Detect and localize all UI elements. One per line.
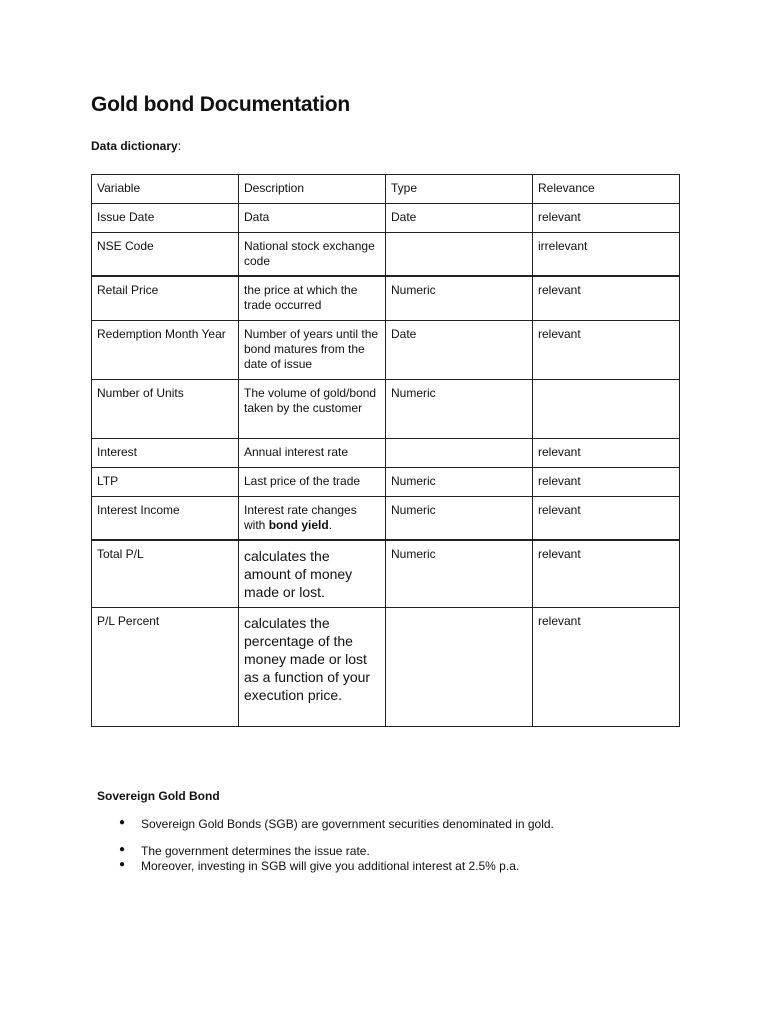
cell-variable: Total P/L <box>92 540 239 608</box>
cell-description: Annual interest rate <box>239 439 386 468</box>
cell-variable: NSE Code <box>92 233 239 277</box>
cell-variable: Number of Units <box>92 380 239 439</box>
cell-type: Numeric <box>386 540 533 608</box>
cell-relevance: irrelevant <box>533 233 680 277</box>
cell-variable: P/L Percent <box>92 608 239 727</box>
cell-variable: LTP <box>92 468 239 497</box>
table-header-row <box>92 175 680 204</box>
cell-relevance <box>533 380 680 439</box>
table-row <box>92 608 680 727</box>
cell-description: National stock exchange code <box>239 233 386 277</box>
list-item-text: Sovereign Gold Bonds (SGB) are government securities denominated in gold. <box>141 817 554 831</box>
cell-type: Numeric <box>386 468 533 497</box>
cell-relevance: relevant <box>533 321 680 380</box>
cell-relevance: relevant <box>533 276 680 321</box>
cell-description: Number of years until the bond matures from the date of issue <box>239 321 386 380</box>
cell-relevance: relevant <box>533 608 680 727</box>
data-dictionary-heading <box>91 139 181 153</box>
header-type: Type <box>386 175 533 204</box>
table-row <box>92 380 680 439</box>
data-dictionary-table <box>91 174 680 727</box>
header-relevance: Relevance <box>533 175 680 204</box>
table-row <box>92 497 680 541</box>
table-row <box>92 540 680 608</box>
cell-relevance: relevant <box>533 468 680 497</box>
cell-relevance: relevant <box>533 439 680 468</box>
cell-description: calculates the percentage of the money made or lost as a function of your execution price. <box>239 608 386 727</box>
description-period: . <box>328 518 333 532</box>
cell-type <box>386 608 533 727</box>
cell-description: the price at which the trade occurred <box>239 276 386 321</box>
cell-variable: Interest <box>92 439 239 468</box>
sgb-section-heading: Sovereign Gold Bond <box>97 789 220 803</box>
table-row <box>92 321 680 380</box>
cell-description: The volume of gold/bond taken by the customer <box>239 380 386 439</box>
cell-description <box>239 497 386 541</box>
bullet-icon: ● <box>119 859 126 870</box>
document-title: Gold bond Documentation <box>91 93 351 116</box>
cell-description: Data <box>239 204 386 233</box>
table-row <box>92 439 680 468</box>
table-row <box>92 233 680 277</box>
cell-relevance: relevant <box>533 204 680 233</box>
bullet-icon: ● <box>119 844 126 855</box>
cell-relevance: relevant <box>533 540 680 608</box>
description-text: Interest rate changes with <box>244 503 357 532</box>
cell-type: Numeric <box>386 276 533 321</box>
cell-relevance: relevant <box>533 497 680 541</box>
list-item-text: The government determines the issue rate. <box>141 844 370 858</box>
cell-variable: Retail Price <box>92 276 239 321</box>
table-row <box>92 276 680 321</box>
cell-description: calculates the amount of money made or lost. <box>239 540 386 608</box>
bond-yield-bold: bond yield <box>268 518 329 532</box>
data-dictionary-colon: : <box>177 139 182 153</box>
cell-variable: Interest Income <box>92 497 239 541</box>
header-variable: Variable <box>92 175 239 204</box>
data-dictionary-label: Data dictionary <box>91 139 178 153</box>
bullet-icon: ● <box>119 817 126 828</box>
cell-variable: Redemption Month Year <box>92 321 239 380</box>
cell-variable: Issue Date <box>92 204 239 233</box>
cell-type: Numeric <box>386 380 533 439</box>
table-row <box>92 204 680 233</box>
cell-type <box>386 439 533 468</box>
cell-description: Last price of the trade <box>239 468 386 497</box>
cell-type: Date <box>386 204 533 233</box>
cell-type: Date <box>386 321 533 380</box>
cell-type <box>386 233 533 277</box>
list-item-text: Moreover, investing in SGB will give you additional interest at 2.5% p.a. <box>141 859 520 873</box>
header-description: Description <box>239 175 386 204</box>
table-row <box>92 468 680 497</box>
cell-type: Numeric <box>386 497 533 541</box>
